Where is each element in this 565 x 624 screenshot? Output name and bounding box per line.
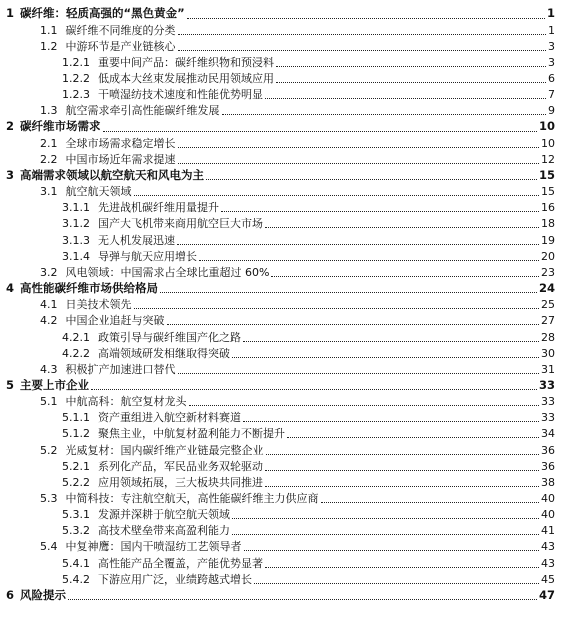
- toc-entry-title: 高性能产品全覆盖，产能优势显著: [98, 556, 263, 570]
- toc-entry-title: 中国市场近年需求提速: [65, 152, 176, 166]
- toc-entry-title: 航空需求牵引高性能碳纤维发展: [65, 104, 220, 118]
- toc-entry-number: 3.1.2: [62, 217, 90, 231]
- toc-page-number: 38: [541, 475, 555, 489]
- toc-page-number: 31: [541, 362, 555, 376]
- toc-page-number: 43: [541, 540, 555, 554]
- toc-entry-title: 干喷湿纺技术速度和性能优势明显: [98, 88, 263, 102]
- toc-page-number: 3: [548, 39, 555, 53]
- toc-page-number: 36: [541, 459, 555, 473]
- toc-entry-number: 1.2.1: [62, 55, 90, 69]
- toc-entry-number: 2.2: [40, 152, 58, 166]
- toc-page-number: 33: [541, 395, 555, 409]
- toc-page-number: 34: [541, 427, 555, 441]
- toc-entry-title: 风电领域：中国需求占全球比重超过 60%: [65, 265, 270, 279]
- toc-dot-leader: [68, 599, 537, 600]
- toc-page-number: 20: [541, 249, 555, 263]
- toc-entry-number: 4.2.2: [62, 346, 90, 360]
- toc-entry-title: 日美技术领先: [65, 298, 132, 312]
- toc-entry-number: 5.2: [40, 443, 58, 457]
- toc-entry-title: 下游应用广泛，业绩跨越式增长: [98, 572, 252, 586]
- toc-entry-title: 碳纤维市场需求: [20, 119, 101, 134]
- toc-entry-number: 5.3.1: [62, 508, 90, 522]
- toc-entry-number: 6: [6, 587, 15, 602]
- toc-entry-number: 5.1: [40, 395, 58, 409]
- toc-entry-number: 4.2.1: [62, 330, 90, 344]
- toc-page-number: 33: [538, 377, 555, 392]
- toc-page-number: 16: [541, 201, 555, 215]
- toc-entry-number: 1.2.3: [62, 88, 90, 102]
- toc-entry-number: 5.2.1: [62, 459, 90, 473]
- toc-page-number: 23: [541, 265, 555, 279]
- toc-entry-title: 中简科技：专注航空航天，高性能碳纤维主力供应商: [65, 492, 319, 505]
- toc-entry-number: 5.4: [40, 540, 58, 554]
- toc-entry-title: 国产大飞机带来商用航空巨大市场: [98, 217, 263, 231]
- toc-entry-title: 碳纤维不同维度的分类: [65, 23, 176, 37]
- toc-page-number: 40: [541, 492, 555, 505]
- toc-entry-number: 1.3: [40, 104, 58, 118]
- toc-entry-number: 2.1: [40, 136, 58, 150]
- toc-entry-number: 5: [6, 377, 15, 392]
- toc-entry-title: 风险提示: [20, 587, 67, 602]
- toc-page-number: 10: [538, 119, 555, 134]
- toc-page-number: 40: [541, 508, 555, 522]
- toc-page-number: 15: [541, 185, 555, 199]
- toc-entry-number: 5.4.2: [62, 572, 90, 586]
- toc-entry-number: 4.1: [40, 298, 58, 312]
- toc-entry-title: 全球市场需求稳定增长: [65, 136, 176, 150]
- toc-page-number: 33: [541, 411, 555, 425]
- toc-entry-number: 4.3: [40, 362, 58, 376]
- toc-page-number: 24: [538, 280, 555, 295]
- toc-entry-title: 光威复材：国内碳纤维产业链最完整企业: [65, 443, 264, 457]
- toc-entry-title: 政策引导与碳纤维国产化之路: [98, 330, 241, 344]
- toc-entry-title: 碳纤维：轻质高强的“黑色黄金”: [20, 6, 185, 21]
- toc-entry-number: 4.2: [40, 314, 58, 328]
- toc-entry-number: 5.4.1: [62, 556, 90, 570]
- toc-entry-number: 1.2.2: [62, 72, 90, 86]
- toc-page-number: 1: [548, 23, 555, 37]
- toc-entry-number: 2: [6, 119, 15, 134]
- toc-page-number: 3: [548, 55, 555, 69]
- toc-page-number: 27: [541, 314, 555, 328]
- toc-page-number: 47: [538, 587, 555, 602]
- toc-page-number: 30: [541, 346, 555, 360]
- toc-entry-number: 3.2: [40, 265, 58, 279]
- toc-chapter-entry[interactable]: [0, 584, 565, 606]
- toc-page-number: 36: [541, 443, 555, 457]
- toc-entry-title: 积极扩产加速进口替代: [65, 362, 176, 376]
- toc-entry-title: 重要中间产品：碳纤维织物和预浸料: [98, 55, 274, 69]
- toc-entry-title: 航空航天领域: [65, 185, 132, 199]
- toc-entry-number: 3.1: [40, 185, 58, 199]
- toc-page-number: 43: [541, 556, 555, 570]
- toc-entry-title: 低成本大丝束发展推动民用领域应用: [98, 72, 274, 86]
- toc-entry-title: 高端领域研发相继取得突破: [98, 346, 230, 360]
- toc-entry-title: 高技术壁垒带来高盈利能力: [98, 524, 230, 538]
- toc-entry-title: 应用领域拓展，三大板块共同推进: [98, 475, 263, 489]
- toc-page-number: 12: [541, 152, 555, 166]
- toc-page-number: 19: [541, 233, 555, 247]
- toc-entry-title: 中复神鹰：国内干喷湿纺工艺领导者: [65, 540, 242, 554]
- toc-entry-title: 无人机发展迅速: [98, 233, 175, 247]
- toc-entry-number: 3.1.3: [62, 233, 90, 247]
- toc-entry-number: 5.1.2: [62, 427, 90, 441]
- toc-entry-number: 3.1.1: [62, 201, 90, 215]
- toc-entry-title: 先进战机碳纤维用量提升: [98, 201, 219, 215]
- toc-page-number: 18: [541, 217, 555, 231]
- toc-entry-number: 3: [6, 167, 15, 182]
- toc-entry-title: 中航高科：航空复材龙头: [65, 395, 187, 409]
- toc-entry-title: 聚焦主业，中航复材盈利能力不断提升: [98, 427, 285, 441]
- toc-entry-number: 1: [6, 6, 15, 21]
- toc-entry-title: 中游环节是产业链核心: [65, 39, 176, 53]
- toc-page-number: 41: [541, 524, 555, 538]
- toc-entry-title: 导弹与航天应用增长: [98, 249, 197, 263]
- toc-entry-number: 1.1: [40, 23, 58, 37]
- toc-entry-title: 系列化产品，军民品业务双轮驱动: [98, 459, 263, 473]
- toc-entry-number: 3.1.4: [62, 249, 90, 263]
- toc-entry-number: 1.2: [40, 39, 58, 53]
- toc-page-number: 10: [541, 136, 555, 150]
- toc-entry-number: 5.3.2: [62, 524, 90, 538]
- toc-entry-title: 发源并深耕于航空航天领域: [98, 508, 230, 522]
- toc-entry-number: 4: [6, 280, 15, 295]
- toc-entry-number: 5.1.1: [62, 411, 90, 425]
- toc-entry-title: 高性能碳纤维市场供给格局: [20, 280, 159, 295]
- toc-page-number: 28: [541, 330, 555, 344]
- toc-page-number: 9: [548, 104, 555, 118]
- toc-page-number: 7: [548, 88, 555, 102]
- toc-page-number: 15: [538, 167, 555, 182]
- toc-entry-number: 5.3: [40, 492, 58, 505]
- toc-entry-title: 资产重组进入航空新材料赛道: [98, 411, 241, 425]
- toc-entry-title: 高端需求领域以航空航天和风电为主: [20, 167, 205, 182]
- toc-page-number: 45: [541, 572, 555, 586]
- toc-entry-number: 5.2.2: [62, 475, 90, 489]
- toc-entry-title: 中国企业追赶与突破: [65, 314, 165, 328]
- toc-page-number: 1: [546, 6, 555, 21]
- toc-page-number: 6: [548, 72, 555, 86]
- toc-page-number: 25: [541, 298, 555, 312]
- toc-entry-title: 主要上市企业: [20, 377, 90, 392]
